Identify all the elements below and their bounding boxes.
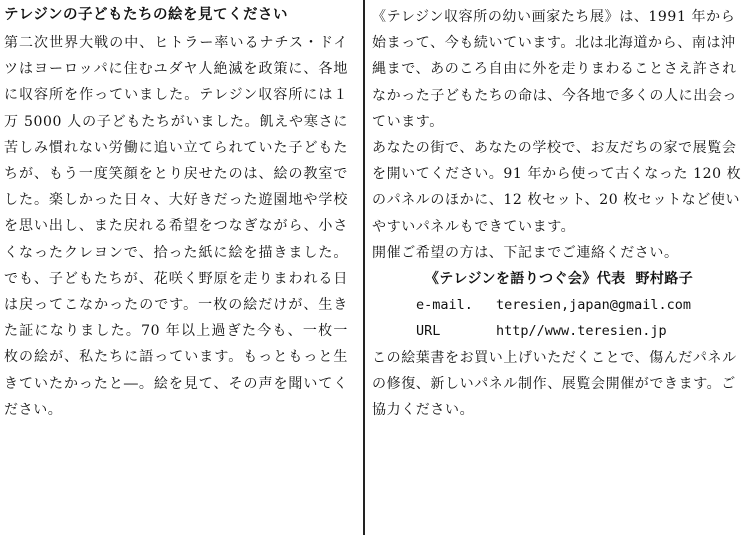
left-column <box>0 0 358 535</box>
email-address[interactable]: teresien,japan@gmail.com <box>496 297 692 314</box>
organization-name: 《テレジンを語りつぐ会》代表 <box>424 271 626 288</box>
url-line <box>416 318 746 344</box>
url-label: URL <box>416 323 441 340</box>
left-body-text: 第二次世界大戦の中、ヒトラー率いるナチス・ドイツはヨーロッパに住むユダヤ人絶滅を政策に、各地に収容所を作っていました。テレジン収容所には１万 5000 人の子どもたちがいました。飢えや寒さに苦しみ慣れない労働に追い立てられていた子どもたちが、もう一度笑顔をとり戻せたのは、絵の教室でした。楽しかった日々、大好きだった遊園地や学校を思い出し、また戻れる希望をつなぎながら、小さくなったクレヨンで、拾った紙に絵を描きました。でも、子どもたちが、花咲く野原を走りまわれる日は戻ってこなかったのです。一枚の絵だけが、生きた証になりました。70 年以上過ぎた今も、一枚一枚の絵が、私たちに語っています。もっともっと生きていたかったと―。絵を見て、その声を聞いてください。 <box>4 35 348 418</box>
website-url[interactable]: http//www.teresien.jp <box>496 323 667 340</box>
exhibition-history-text: 《テレジン収容所の幼い画家たち展》は、1991 年から始まって、今も続いています。北は北海道から、南は沖縄まで、あのころ自由に外を走りまわることさえ許されなかった子どもたちの命は、今各地で多くの人に出会っています。 <box>372 9 737 130</box>
organization-line <box>372 266 746 292</box>
email-line <box>416 292 746 318</box>
page-title: テレジンの子どもたちの絵を見てください <box>4 7 288 23</box>
contact-request-text: 開催ご希望の方は、下記までご連絡ください。 <box>372 244 679 261</box>
column-divider <box>363 0 365 535</box>
right-column <box>366 0 750 535</box>
postcard-support-text: この絵葉書をお買い上げいただくことで、傷んだパネルの修復、新しいパネル制作、展覧会開催ができます。ご協力ください。 <box>372 349 737 419</box>
email-label: e-mail. <box>416 297 473 314</box>
exhibition-request-text: あなたの街で、あなたの学校で、お友だちの家で展覧会を開いてください。91 年から使って古くなった 120 枚のパネルのほかに、12 枚セット、20 枚セットなど使いやすいパネルもできています。 <box>372 140 742 235</box>
representative-name: 野村路子 <box>635 271 694 288</box>
